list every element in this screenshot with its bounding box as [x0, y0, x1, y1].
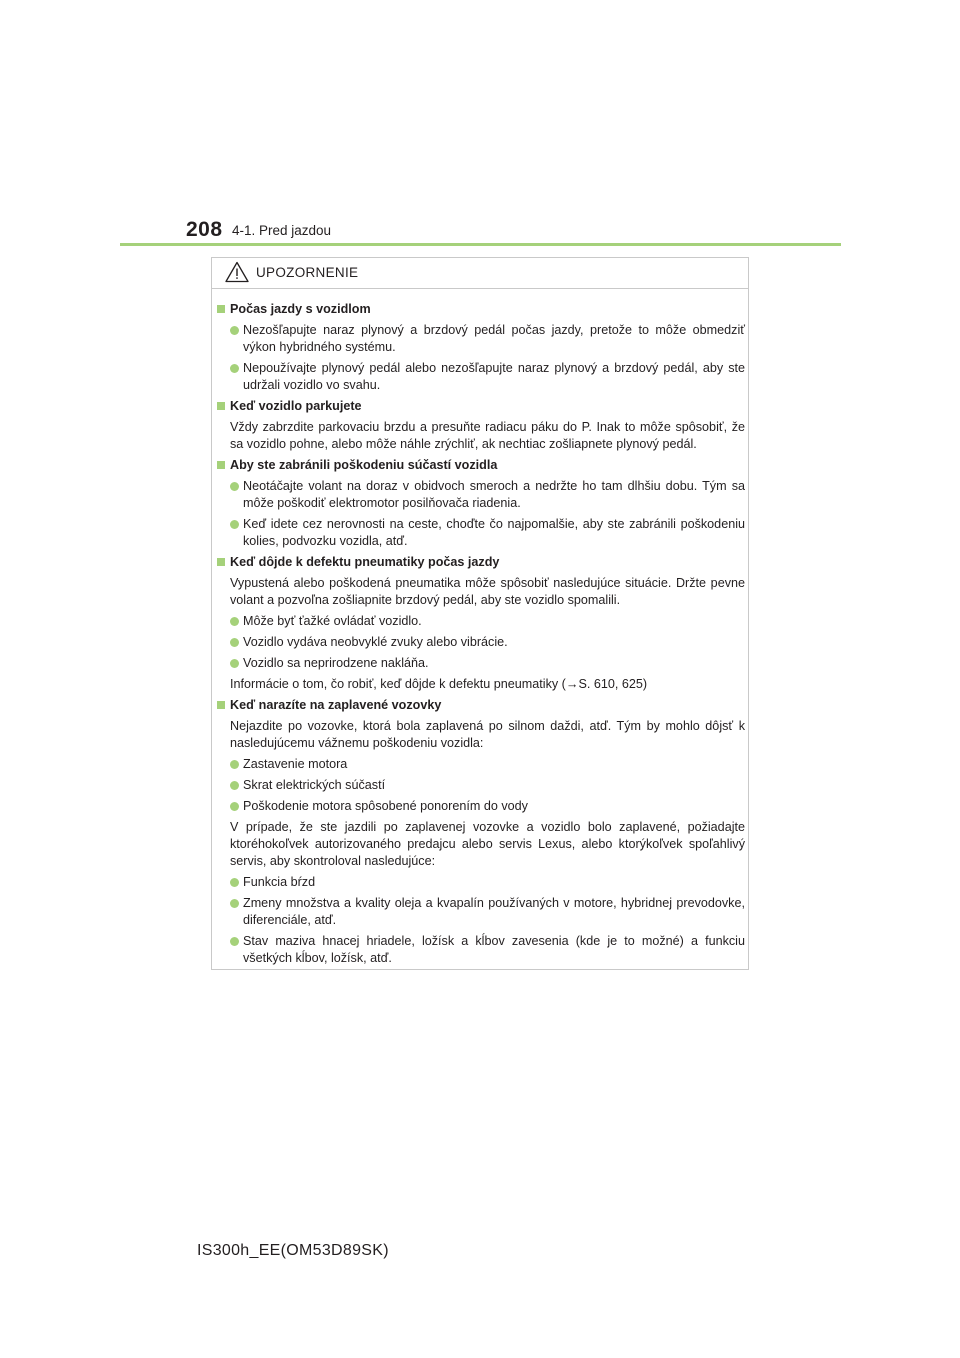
bullet-item [217, 322, 745, 356]
section-heading [217, 697, 745, 714]
round-bullet-icon [230, 802, 239, 811]
bullet-text: Nezošľapujte naraz plynový a brzdový pedál počas jazdy, pretože to môže obmedziť výkon hybridného systému. [243, 323, 745, 354]
bullet-text: Stav maziva hnacej hriadele, ložísk a kĺbov zavesenia (kde je to možné) a funkciu všetkých kĺbov, ložísk, atď. [243, 934, 745, 965]
warning-header [212, 258, 748, 289]
bullet-item [217, 756, 745, 773]
round-bullet-icon [230, 899, 239, 908]
section-heading [217, 457, 745, 474]
bullet-item [217, 874, 745, 891]
paragraph-text: V prípade, že ste jazdili po zaplavenej vozovke a vozidlo bolo zaplavené, požiadajte ktoréhokoľvek autorizovaného predajcu alebo servis Lexus, alebo ktorýkoľvek spoľahlivý servis, aby skontroloval nasledujúce: [230, 820, 745, 868]
paragraph-text: Nejazdite po vozovke, ktorá bola zaplavená po silnom daždi, atď. Tým by mohlo dôjsť k nasledujúcemu vážnemu poškodeniu vozidla: [230, 719, 745, 750]
section-heading-text: Počas jazdy s vozidlom [230, 302, 371, 316]
round-bullet-icon [230, 364, 239, 373]
section-title: 4-1. Pred jazdou [232, 223, 332, 238]
section-heading-text: Keď narazíte na zaplavené vozovky [230, 698, 442, 712]
bullet-item [217, 613, 745, 630]
footer-code: IS300h_EE(OM53D89SK) [197, 1242, 389, 1259]
round-bullet-icon [230, 326, 239, 335]
bullet-text: Zastavenie motora [243, 757, 348, 771]
bullet-text: Keď idete cez nerovnosti na ceste, choďte čo najpomalšie, aby ste zabránili poškodeniu kolies, podvozku vozidla, atď. [243, 517, 745, 548]
section-heading-text: Keď vozidlo parkujete [230, 399, 362, 413]
section-heading-text: Aby ste zabránili poškodeniu súčastí vozidla [230, 458, 498, 472]
square-bullet-icon [217, 402, 225, 410]
page-header [0, 0, 960, 250]
warning-title: UPOZORNENIE [256, 265, 359, 280]
round-bullet-icon [230, 760, 239, 769]
paragraph [217, 676, 745, 693]
round-bullet-icon [230, 617, 239, 626]
paragraph [217, 718, 745, 752]
section-heading-text: Keď dôjde k defektu pneumatiky počas jazdy [230, 555, 500, 569]
paragraph [217, 819, 745, 870]
round-bullet-icon [230, 937, 239, 946]
bullet-text: Neotáčajte volant na doraz v obidvoch smeroch a nedržte ho tam dlhšiu dobu. Tým sa môže poškodiť elektromotor posilňovača riadenia. [243, 479, 745, 510]
warning-box [211, 257, 749, 970]
bullet-text: Zmeny množstva a kvality oleja a kvapalín používaných v motore, hybridnej prevodovke, diferenciále, atď. [243, 896, 745, 927]
round-bullet-icon [230, 482, 239, 491]
section-heading [217, 301, 745, 318]
bullet-item [217, 655, 745, 672]
paragraph-text: Vždy zabrzdite parkovaciu brzdu a presuňte radiacu páku do P. Inak to môže spôsobiť, že sa vozidlo pohne, alebo môže náhle zrýchliť, ak nechtiac zošliapnete plynový pedál. [230, 420, 745, 451]
round-bullet-icon [230, 878, 239, 887]
round-bullet-icon [230, 520, 239, 529]
bullet-text: Funkcia bŕzd [243, 875, 316, 889]
bullet-text: Vozidlo sa neprirodzene nakláňa. [243, 656, 429, 670]
bullet-text: Skrat elektrických súčastí [243, 778, 386, 792]
square-bullet-icon [217, 558, 225, 566]
bullet-item [217, 798, 745, 815]
section-heading [217, 554, 745, 571]
bullet-item [217, 777, 745, 794]
warning-content [217, 301, 745, 971]
bullet-text: Vozidlo vydáva neobvyklé zvuky alebo vibrácie. [243, 635, 508, 649]
page-number: 208 [186, 218, 223, 241]
bullet-text: Poškodenie motora spôsobené ponorením do vody [243, 799, 528, 813]
paragraph [217, 419, 745, 453]
bullet-text: Môže byť ťažké ovládať vozidlo. [243, 614, 422, 628]
round-bullet-icon [230, 781, 239, 790]
bullet-item [217, 634, 745, 651]
bullet-item [217, 895, 745, 929]
section-heading [217, 398, 745, 415]
bullet-text: Nepoužívajte plynový pedál alebo nezošľapujte naraz plynový a brzdový pedál, aby ste udržali vozidlo vo svahu. [243, 361, 745, 392]
bullet-item [217, 360, 745, 394]
round-bullet-icon [230, 638, 239, 647]
square-bullet-icon [217, 305, 225, 313]
header-rule [120, 243, 841, 246]
paragraph [217, 575, 745, 609]
bullet-item [217, 516, 745, 550]
bullet-item [217, 478, 745, 512]
paragraph-text: Vypustená alebo poškodená pneumatika môže spôsobiť nasledujúce situácie. Držte pevne volant a pozvoľna zošliapnite brzdový pedál, aby ste vozidlo spomalili. [230, 576, 745, 607]
square-bullet-icon [217, 701, 225, 709]
round-bullet-icon [230, 659, 239, 668]
square-bullet-icon [217, 461, 225, 469]
paragraph-text: Informácie o tom, čo robiť, keď dôjde k defektu pneumatiky (→S. 610, 625) [230, 677, 648, 691]
warning-triangle-icon [225, 261, 249, 283]
bullet-item [217, 933, 745, 967]
